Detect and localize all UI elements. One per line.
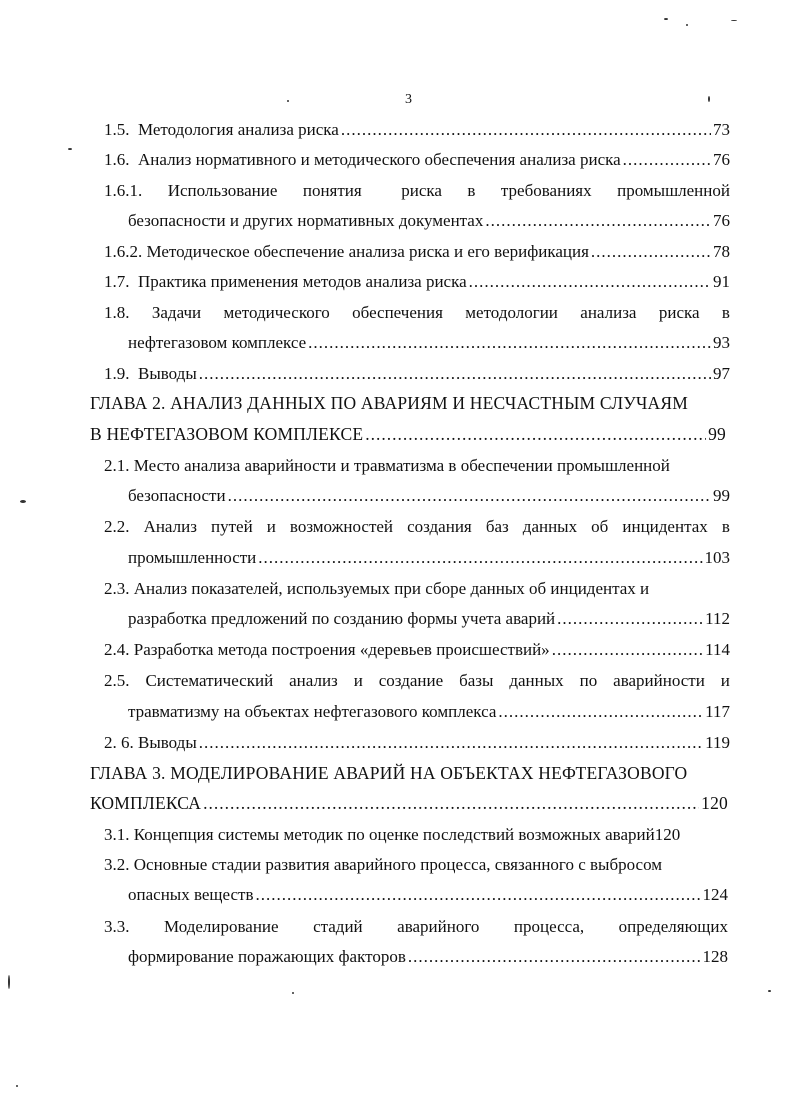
toc-word: аварийного: [397, 917, 480, 936]
toc-entry-title: безопасности и других нормативных документах: [128, 211, 484, 230]
toc-word: Систематический: [145, 671, 274, 690]
toc-word: понятия: [302, 181, 362, 200]
toc-word: Моделирование: [164, 917, 279, 936]
toc-entry-page: 97: [713, 364, 730, 383]
toc-entry-page: 99: [708, 424, 726, 444]
toc-entry-2-6: [104, 733, 730, 753]
toc-entry-page: 124: [702, 885, 728, 904]
toc-word: процесса,: [513, 917, 585, 936]
leader-dots: [408, 947, 701, 967]
chapter-3-title: ГЛАВА 3. МОДЕЛИРОВАНИЕ АВАРИЙ НА ОБЪЕКТАХ НЕФТЕГАЗОВОГО: [90, 763, 688, 783]
toc-entry-page: 93: [713, 333, 730, 352]
toc-entry-2-3-line2: [128, 609, 730, 629]
toc-entry-number: 1.8.: [104, 303, 130, 322]
scan-speck: [287, 100, 289, 102]
toc-entry-page: 78: [713, 242, 730, 261]
toc-word: анализ: [289, 671, 338, 690]
toc-entry-1-9: [104, 364, 730, 384]
scan-speck: [708, 96, 710, 102]
leader-dots: [203, 793, 699, 814]
toc-word: в: [721, 303, 730, 322]
chapter-3-title-line2: [90, 793, 728, 814]
toc-word: методического: [223, 303, 330, 322]
toc-entry-page: 76: [713, 211, 730, 230]
toc-entry-3-2-line2: [128, 885, 728, 905]
chapter-2-title-line2: [90, 424, 726, 445]
toc-entry-3-1: 3.1. Концепция системы методик по оценке последствий возможных аварий120: [104, 825, 681, 844]
toc-entry-title: Методология анализа риска: [138, 120, 339, 139]
toc-word: стадий: [313, 917, 363, 936]
toc-entry-1-7: [104, 272, 730, 292]
leader-dots: [623, 150, 711, 170]
toc-entry-2-2-line1: [104, 517, 730, 537]
toc-entry-title: формирование поражающих факторов: [128, 947, 406, 966]
toc-entry-2-1-line1: 2.1. Место анализа аварийности и травматизма в обеспечении промышленной: [104, 456, 670, 475]
toc-word: риска: [401, 181, 442, 200]
toc-word: определяющих: [618, 917, 728, 936]
leader-dots: [557, 609, 703, 629]
leader-dots: [498, 702, 703, 722]
toc-entry-title: промышленности: [128, 548, 257, 567]
toc-entry-3-3-line1: [104, 917, 728, 937]
toc-word: в: [721, 517, 730, 536]
scan-speck: [686, 24, 688, 26]
toc-word: базы: [459, 671, 494, 690]
leader-dots: [258, 548, 702, 568]
toc-entry-title: безопасности: [128, 486, 226, 505]
toc-word: об: [591, 517, 609, 536]
leader-dots: [552, 640, 703, 660]
toc-entry-1-8-line2: [128, 333, 730, 353]
leader-dots: [591, 242, 711, 262]
toc-entry-1-8-line1: [104, 303, 730, 323]
leader-dots: [469, 272, 711, 292]
toc-word: анализа: [580, 303, 637, 322]
toc-entry-1-6-1-line1: [104, 181, 730, 201]
toc-entry-number: 2.5.: [104, 671, 130, 690]
leader-dots: [485, 211, 711, 231]
toc-entry-page: 103: [704, 548, 730, 567]
toc-entry-page: 112: [705, 609, 730, 628]
toc-word: и: [353, 671, 363, 690]
toc-word: Использование: [167, 181, 278, 200]
toc-word: методологии: [465, 303, 558, 322]
toc-entry-title: КОМПЛЕКСА: [90, 793, 202, 813]
toc-word: баз: [485, 517, 509, 536]
toc-word: инцидентах: [622, 517, 708, 536]
leader-dots: [341, 120, 711, 140]
toc-entry-number: 2.4.: [104, 640, 130, 659]
toc-word: риска: [658, 303, 700, 322]
toc-entry-page: 119: [705, 733, 730, 752]
toc-word: Анализ: [143, 517, 197, 536]
leader-dots: [256, 885, 701, 905]
toc-entry-number: 1.6.2.: [104, 242, 143, 261]
page-number: 3: [405, 92, 412, 107]
toc-entry-number: 1.6.: [104, 150, 130, 169]
toc-entry-1-6-2: [104, 242, 730, 262]
toc-word: путей: [211, 517, 253, 536]
toc-word: и: [266, 517, 276, 536]
toc-entry-2-2-line2: [128, 548, 730, 568]
toc-word: возможностей: [289, 517, 394, 536]
leader-dots: [228, 486, 711, 506]
toc-entry-title: опасных веществ: [128, 885, 254, 904]
scan-speck: [20, 500, 26, 503]
toc-entry-1-6-1-line2: [128, 211, 730, 231]
toc-entry-2-1-line2: [128, 486, 730, 506]
scan-speck: [16, 1085, 18, 1087]
toc-entry-page: 117: [705, 702, 730, 721]
leader-dots: [365, 424, 706, 445]
toc-entry-page: 128: [702, 947, 728, 966]
toc-word: требованиях: [500, 181, 592, 200]
leader-dots: [308, 333, 711, 353]
toc-entry-1-5: [104, 120, 730, 140]
toc-word: создания: [407, 517, 472, 536]
toc-word: Задачи: [151, 303, 202, 322]
scan-speck: [731, 20, 737, 21]
toc-entry-number: 3.3.: [104, 917, 130, 936]
toc-entry-number: 1.6.1.: [104, 181, 143, 200]
toc-word: в: [467, 181, 476, 200]
scan-speck: [768, 990, 771, 992]
toc-entry-title: Практика применения методов анализа риска: [138, 272, 467, 291]
toc-word: по: [579, 671, 598, 690]
toc-word: обеспечения: [352, 303, 443, 322]
toc-entry-number: 1.5.: [104, 120, 130, 139]
toc-entry-title: разработка предложений по созданию формы учета аварий: [128, 609, 556, 628]
toc-word: данных: [509, 671, 564, 690]
scan-speck: [8, 975, 10, 989]
toc-entry-2-5-line1: [104, 671, 730, 691]
toc-entry-2-3-line1: 2.3. Анализ показателей, используемых при сборе данных об инцидентах и: [104, 579, 650, 598]
toc-entry-number: 2. 6.: [104, 733, 134, 752]
leader-dots: [199, 733, 703, 753]
toc-word: промышленной: [617, 181, 730, 200]
toc-entry-page: 120: [701, 793, 728, 813]
toc-entry-page: 114: [705, 640, 730, 659]
leader-dots: [199, 364, 711, 384]
toc-entry-2-5-line2: [128, 702, 730, 722]
scan-speck: [68, 148, 72, 150]
toc-entry-page: 99: [713, 486, 730, 505]
toc-entry-number: 1.7.: [104, 272, 130, 291]
toc-entry-number: 1.9.: [104, 364, 130, 383]
toc-entry-page: 76: [713, 150, 730, 169]
toc-entry-page: 91: [713, 272, 730, 291]
toc-word: создание: [378, 671, 444, 690]
scan-speck: [292, 992, 294, 994]
toc-word: данных: [522, 517, 578, 536]
scan-speck: [664, 18, 668, 20]
toc-entry-1-6: [104, 150, 730, 170]
toc-entry-title: Разработка метода построения «деревьев происшествий»: [133, 640, 550, 659]
toc-entry-title: нефтегазовом комплексе: [128, 333, 307, 352]
toc-word: аварийности: [613, 671, 705, 690]
toc-entry-3-3-line2: [128, 947, 728, 967]
toc-entry-2-4: [104, 640, 730, 660]
toc-entry-page: 73: [713, 120, 730, 139]
toc-entry-title: В НЕФТЕГАЗОВОМ КОМПЛЕКСЕ: [90, 424, 364, 444]
toc-entry-title: Выводы: [138, 733, 197, 752]
toc-entry-number: 2.2.: [104, 517, 130, 536]
toc-word: и: [720, 671, 730, 690]
toc-entry-title: травматизму на объектах нефтегазового комплекса: [128, 702, 497, 721]
chapter-2-title: ГЛАВА 2. АНАЛИЗ ДАННЫХ ПО АВАРИЯМ И НЕСЧАСТНЫМ СЛУЧАЯМ: [90, 393, 689, 413]
toc-entry-title: Анализ нормативного и методического обеспечения анализа риска: [138, 150, 621, 169]
toc-entry-title: Выводы: [138, 364, 197, 383]
toc-entry-3-2-line1: 3.2. Основные стадии развития аварийного процесса, связанного с выбросом: [104, 855, 663, 874]
toc-entry-title: Методическое обеспечение анализа риска и его верификация: [146, 242, 589, 261]
